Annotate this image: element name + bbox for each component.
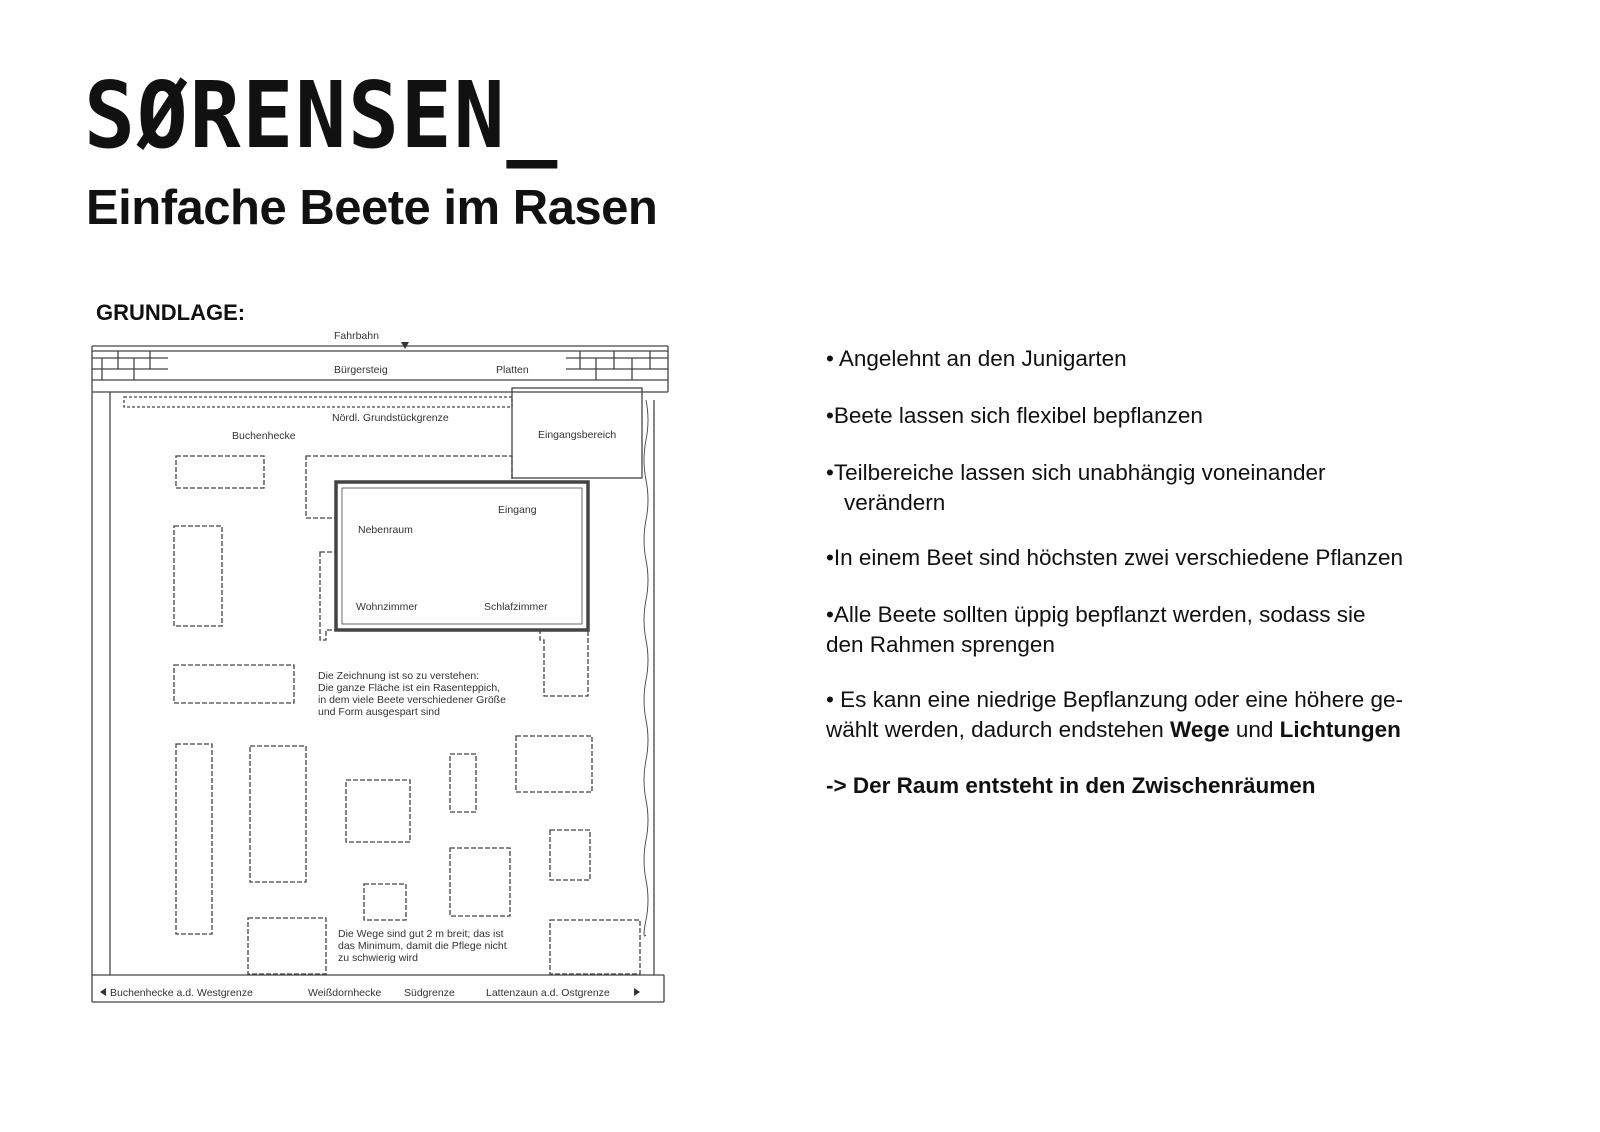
note2-line-3: zu schwierig wird xyxy=(338,952,418,964)
label-nebenraum: Nebenraum xyxy=(358,524,413,536)
conclusion-line: -> Der Raum entsteht in den Zwischenräumen xyxy=(826,773,1316,798)
emphasis-lichtungen: Lichtungen xyxy=(1279,717,1401,742)
label-eingang: Eingang xyxy=(498,504,537,516)
label-westgrenze: Buchenhecke a.d. Westgrenze xyxy=(110,987,253,999)
note-line-1: Die Zeichnung ist so zu verstehen: xyxy=(318,670,480,682)
label-suedgrenze: Südgrenze xyxy=(404,987,455,999)
emphasis-wege: Wege xyxy=(1169,717,1230,742)
bullet-item: • Es kann eine niedrige Bepflanzung oder eine höhere ge- wählt werden, dadurch endstehen Wege und Lichtungen xyxy=(826,687,1404,742)
note-line-3: in dem viele Beete verschiedener Größe xyxy=(318,694,506,706)
garden-plan xyxy=(88,330,688,1030)
label-ostgrenze: Lattenzaun a.d. Ostgrenze xyxy=(486,987,610,999)
label-eingangsbereich: Eingangsbereich xyxy=(538,429,617,441)
page-title: Einfache Beete im Rasen xyxy=(86,181,658,235)
label-wohnzimmer: Wohnzimmer xyxy=(356,601,418,613)
label-weissdornhecke: Weißdornhecke xyxy=(308,987,382,999)
note-line-4: und Form ausgespart sind xyxy=(318,706,440,718)
note-line-2: Die ganze Fläche ist ein Rasenteppich, xyxy=(318,682,501,694)
label-noerdl-grenze: Nördl. Grundstückgrenze xyxy=(332,412,449,424)
bullet-item: •Beete lassen sich flexibel bepflanzen xyxy=(826,403,1203,428)
section-label: GRUNDLAGE: xyxy=(96,300,246,325)
bullet-item: •Teilbereiche lassen sich unabhängig voneinander verändern xyxy=(826,460,1326,515)
label-buchenhecke: Buchenhecke xyxy=(232,430,296,442)
bullet-item: • Angelehnt an den Junigarten xyxy=(826,346,1127,371)
bullet-item: •Alle Beete sollten üppig bepflanzt werden, sodass sie den Rahmen sprengen xyxy=(826,602,1366,657)
label-buergersteig: Bürgersteig xyxy=(334,364,388,376)
note2-line-2: das Minimum, damit die Pflege nicht xyxy=(338,940,507,952)
brand-logo: SØRENSEN_ xyxy=(84,62,560,169)
label-platten: Platten xyxy=(496,364,529,376)
label-fahrbahn: Fahrbahn xyxy=(334,330,379,342)
note2-line-1: Die Wege sind gut 2 m breit; das ist xyxy=(338,928,504,940)
bullet-item: •In einem Beet sind höchsten zwei verschiedene Pflanzen xyxy=(826,545,1403,570)
garden-plan-drawing xyxy=(88,330,688,1030)
label-schlafzimmer: Schlafzimmer xyxy=(484,601,548,613)
